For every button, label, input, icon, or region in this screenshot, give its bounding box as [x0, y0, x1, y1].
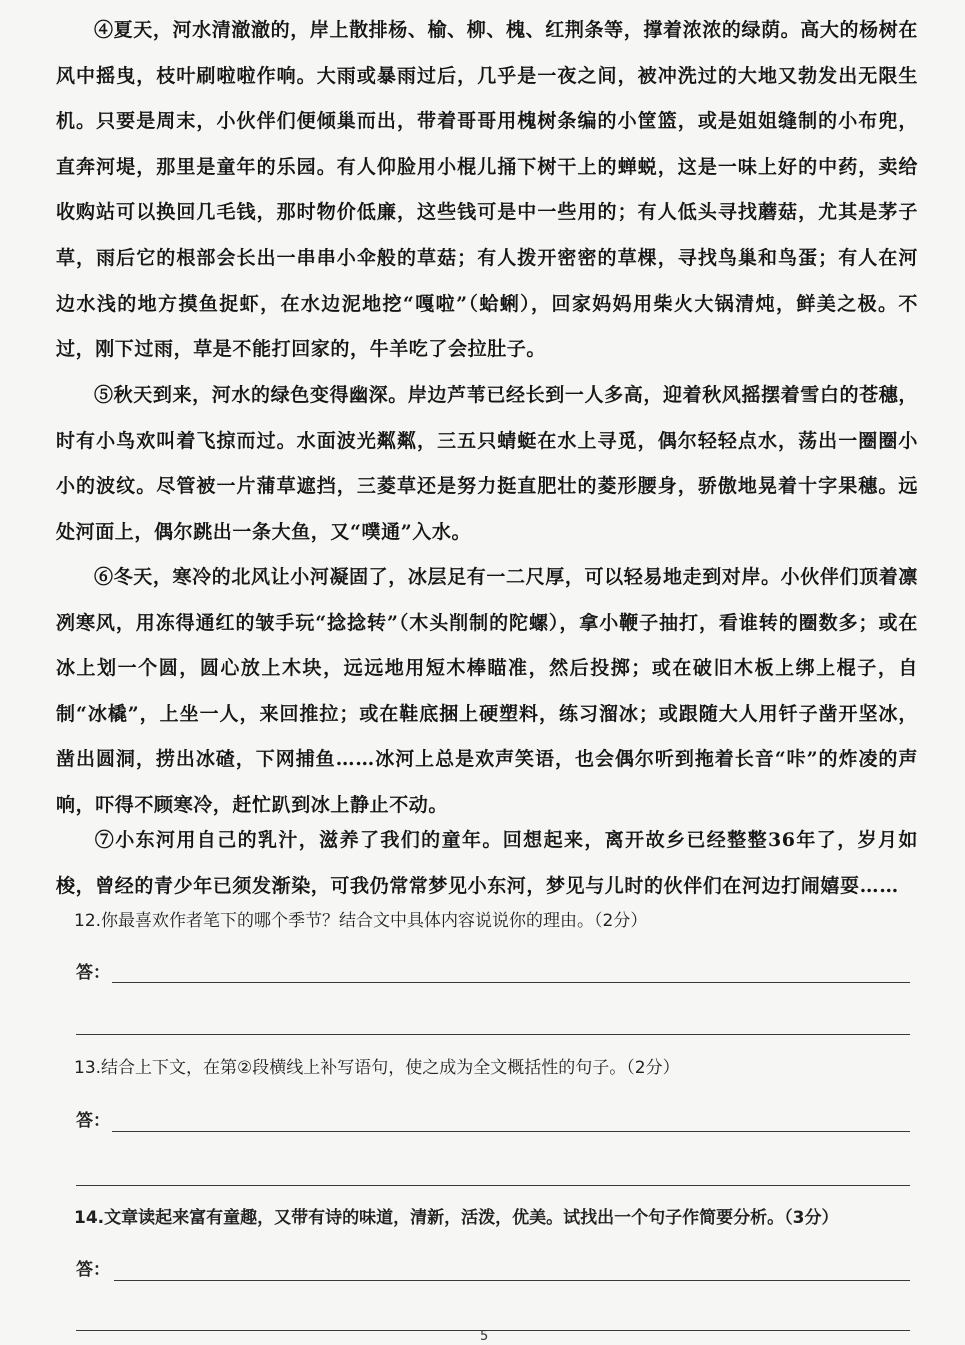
- question-12: 12.你最喜欢作者笔下的哪个季节？结合文中具体内容说说你的理由。（2分）: [74, 911, 648, 931]
- paragraph-6: [56, 555, 918, 829]
- paragraph-4: [56, 8, 918, 373]
- answer-label-14: 答：: [76, 1260, 110, 1280]
- answer-line-13-2[interactable]: [76, 1185, 910, 1186]
- paragraph-7-text: ⑦小东河用自己的乳汁，滋养了我们的童年。回想起来，离开故乡已经整整36年了，岁月如梭，曾经的青少年已须发渐染，可我仍常常梦见小东河，梦见与儿时的伙伴们在河边打闹嬉耍……: [56, 829, 918, 897]
- paragraph-6-text: ⑥冬天，寒冷的北风让小河凝固了，冰层足有一二尺厚，可以轻易地走到对岸。小伙伴们顶着凛冽寒风，用冻得通红的皱手玩“捻捻转”（木头削制的陀螺），拿小鞭子抽打，看谁转的圈数多；或在冰上划一个圆，圆心放上木块，远远地用短木棒瞄准，然后投掷；或在破旧木板上绑上棍子，自制“冰橇”，上坐一人，来回推拉；或在鞋底捆上硬塑料，练习溜冰；或跟随大人用钎子凿开坚冰，凿出圆洞，捞出冰碴，下网捕鱼……冰河上总是欢声笑语，也会偶尔听到拖着长音“咔”的炸凌的声响，吓得不顾寒冷，赶忙趴到冰上静止不动。: [56, 566, 918, 816]
- answer-label-12: 答：: [76, 963, 110, 983]
- page-number: 5: [480, 1329, 489, 1344]
- paragraph-5-text: ⑤秋天到来，河水的绿色变得幽深。岸边芦苇已经长到一人多高，迎着秋风摇摆着雪白的苍穗，时有小鸟欢叫着飞掠而过。水面波光粼粼，三五只蜻蜓在水上寻觅，偶尔轻轻点水，荡出一圈圈小小的波纹。尽管被一片蒲草遮挡，三菱草还是努力挺直肥壮的菱形腰身，骄傲地晃着十字果穗。远处河面上，偶尔跳出一条大鱼，又“噗通”入水。: [56, 384, 918, 543]
- answer-line-14-2[interactable]: [76, 1330, 910, 1331]
- answer-line-13-1[interactable]: [112, 1131, 910, 1132]
- answer-line-14-1[interactable]: [114, 1280, 910, 1281]
- paragraph-4-text: ④夏天，河水清澈澈的，岸上散排杨、榆、柳、槐、红荆条等，撑着浓浓的绿荫。高大的杨树在风中摇曳，枝叶刷啦啦作响。大雨或暴雨过后，几乎是一夜之间，被冲洗过的大地又勃发出无限生机。只要是周末，小伙伴们便倾巢而出，带着哥哥用槐树条编的小筐篮，或是姐姐缝制的小布兜，直奔河堤，那里是童年的乐园。有人仰脸用小棍儿捅下树干上的蝉蜕，这是一味上好的中药，卖给收购站可以换回几毛钱，那时物价低廉，这些钱可是中一些用的；有人低头寻找蘑菇，尤其是茅子草，雨后它的根部会长出一串串小伞般的草菇；有人拨开密密的草棵，寻找鸟巢和鸟蛋；有人在河边水浅的地方摸鱼捉虾，在水边泥地挖“嘎啦”（蛤蜊），回家妈妈用柴火大锅清炖，鲜美之极。不过，刚下过雨，草是不能打回家的，牛羊吃了会拉肚子。: [56, 19, 918, 361]
- question-14: 14.文章读起来富有童趣，又带有诗的味道，清新，活泼，优美。试找出一个句子作简要分析。（3分）: [74, 1208, 839, 1228]
- question-13: 13.结合上下文，在第②段横线上补写语句，使之成为全文概括性的句子。（2分）: [74, 1058, 680, 1078]
- paragraph-5: [56, 373, 918, 555]
- paragraph-7: [56, 818, 918, 909]
- answer-line-12-2[interactable]: [76, 1034, 910, 1035]
- answer-label-13: 答：: [76, 1111, 110, 1131]
- answer-line-12-1[interactable]: [112, 982, 910, 983]
